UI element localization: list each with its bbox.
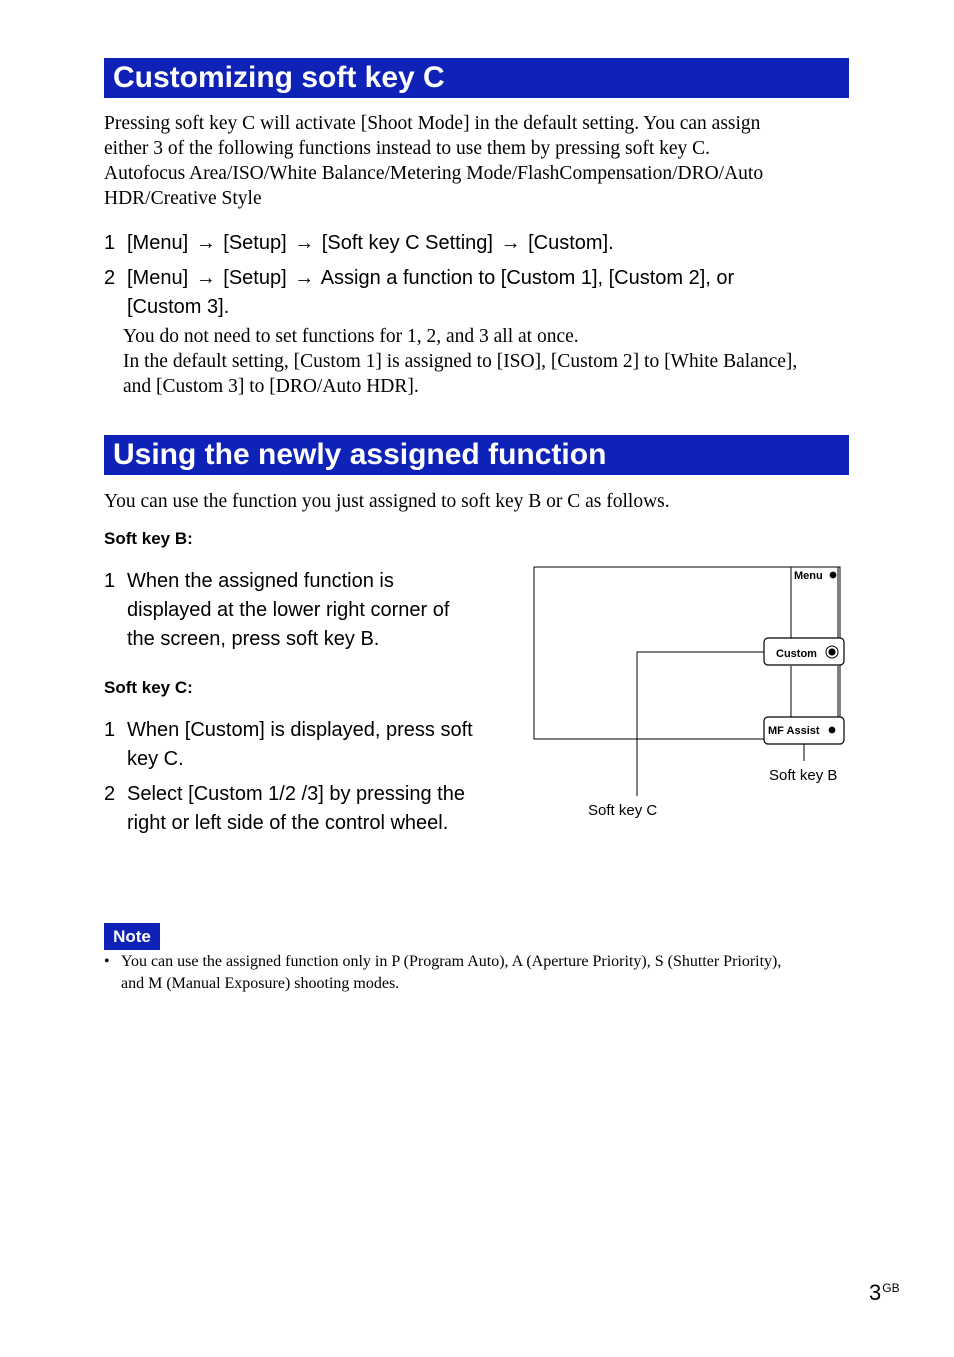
step-text-continuation: [Custom 3]. — [127, 296, 230, 318]
soft-key-b-dot-icon — [829, 727, 836, 734]
section-title-using-new-function: Using the newly assigned function — [104, 435, 849, 475]
step-line: the screen, press soft key B. — [127, 628, 380, 650]
softkey-b-step-1 — [104, 567, 514, 657]
step-instruction: Assign a function to [Custom 1], [Custom 2], or — [320, 267, 735, 289]
step-text — [127, 264, 734, 293]
step-line: displayed at the lower right corner of — [127, 599, 450, 621]
page-number-value: 3 — [869, 1280, 882, 1305]
step-number: 1 — [104, 719, 116, 741]
softkey-c-step-2 — [104, 780, 514, 838]
softkey-c-heading: Soft key C: — [104, 678, 193, 697]
softkey-c-step-1 — [104, 716, 514, 774]
menu-button-label: Menu — [794, 570, 823, 582]
intro-line: Pressing soft key C will activate [Shoot Mode] in the default setting. You can assign — [104, 113, 761, 134]
step-line: right or left side of the control wheel. — [127, 812, 449, 834]
arrow-right-icon: → — [294, 267, 315, 289]
step-2-assign-function — [104, 264, 849, 322]
arrow-right-icon: → — [195, 232, 216, 254]
menu-path-item: [Custom]. — [528, 232, 614, 254]
menu-dot-icon — [830, 572, 837, 579]
page-number — [869, 1280, 900, 1306]
soft-key-c-leader-line — [637, 652, 764, 796]
detail-line: In the default setting, [Custom 1] is assigned to [ISO], [Custom 2] to [White Balance], — [123, 351, 798, 372]
section1-details — [123, 324, 797, 399]
note-line: You can use the assigned function only in P (Program Auto), A (Aperture Priority), S (Shutter Priority), — [121, 953, 782, 970]
custom-button-label: Custom — [776, 648, 817, 660]
step-text — [127, 229, 614, 258]
menu-path-item: [Menu] — [127, 232, 189, 254]
menu-path-item: [Setup] — [223, 232, 287, 254]
soft-key-b-label: Soft key B — [769, 767, 838, 784]
step-line: When the assigned function is — [127, 570, 394, 592]
step-number: 1 — [104, 232, 116, 254]
arrow-right-icon: → — [195, 267, 216, 289]
softkey-b-heading: Soft key B: — [104, 529, 193, 548]
detail-line: and [Custom 3] to [DRO/Auto HDR]. — [123, 376, 419, 397]
menu-path-item: [Setup] — [223, 267, 287, 289]
detail-line: You do not need to set functions for 1, 2, and 3 all at once. — [123, 326, 579, 347]
intro-line: either 3 of the following functions instead to use them by pressing soft key C. — [104, 138, 711, 159]
step-line: key C. — [127, 748, 184, 770]
soft-key-diagram — [520, 560, 860, 830]
step-text — [127, 716, 473, 774]
intro-line: Autofocus Area/ISO/White Balance/Metering Mode/FlashCompensation/DRO/Auto — [104, 163, 764, 184]
step-number: 2 — [104, 267, 116, 289]
arrow-right-icon: → — [500, 232, 521, 254]
note-bullet: • — [104, 953, 110, 970]
step-line: When [Custom] is displayed, press soft — [127, 719, 473, 741]
step-number: 1 — [104, 570, 116, 592]
section1-intro — [104, 111, 763, 211]
page-number-suffix: GB — [882, 1281, 900, 1295]
mf-assist-button-label: MF Assist — [768, 725, 820, 737]
intro-line: HDR/Creative Style — [104, 188, 262, 209]
step-text — [127, 567, 449, 654]
soft-key-c-label: Soft key C — [588, 802, 658, 819]
note-line: and M (Manual Exposure) shooting modes. — [121, 975, 400, 992]
menu-path-item: [Soft key C Setting] — [321, 232, 493, 254]
step-1-menu-path — [104, 229, 849, 258]
soft-key-c-dot-icon — [828, 648, 835, 655]
step-line: Select [Custom 1/2 /3] by pressing the — [127, 783, 465, 805]
arrow-right-icon: → — [294, 232, 315, 254]
section-title-customizing-soft-key-c: Customizing soft key C — [104, 58, 849, 98]
step-number: 2 — [104, 783, 116, 805]
note-badge: Note — [104, 923, 160, 950]
section2-intro: You can use the function you just assigned to soft key B or C as follows. — [104, 491, 670, 512]
note-text — [121, 951, 781, 995]
step-text — [127, 780, 465, 838]
menu-path-item: [Menu] — [127, 267, 189, 289]
